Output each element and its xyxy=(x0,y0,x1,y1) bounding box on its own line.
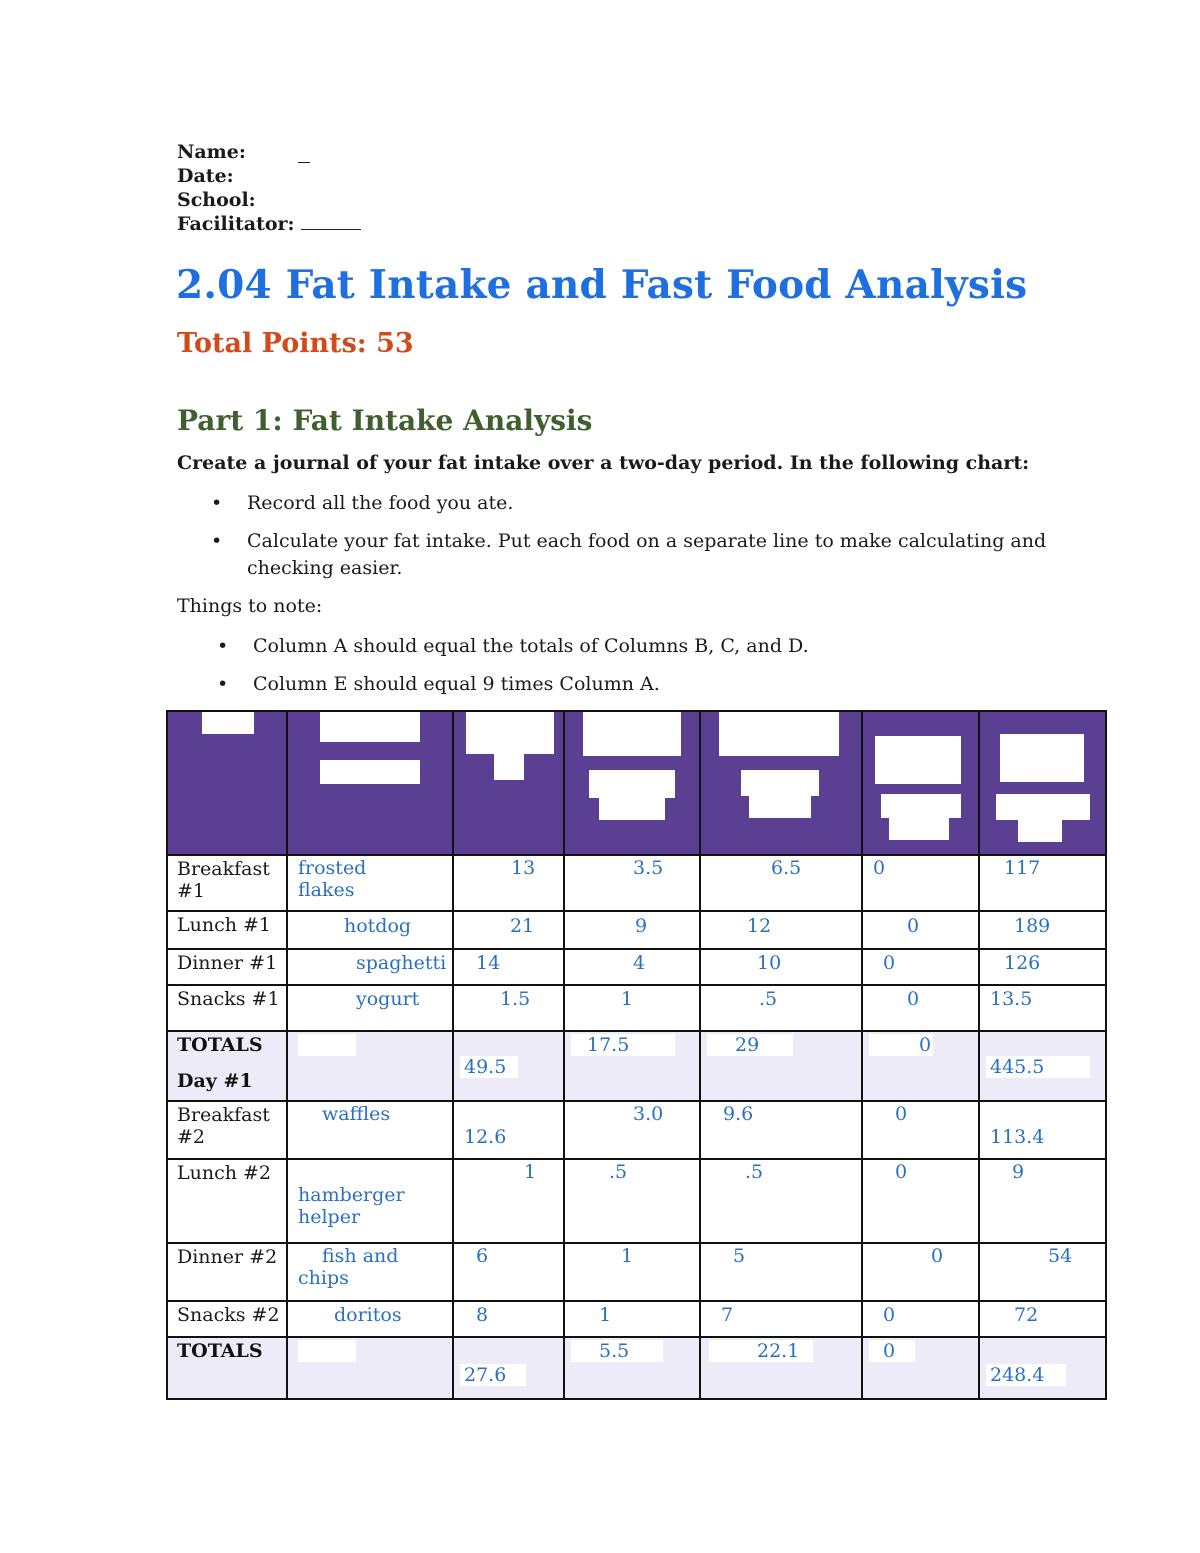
table-header-row xyxy=(167,711,1106,855)
food-cell[interactable]: hamberger helper xyxy=(287,1159,453,1243)
meal-cell: Lunch #1 xyxy=(167,911,287,949)
column-d-cell[interactable]: 0 xyxy=(862,1101,979,1159)
food-cell[interactable]: doritos xyxy=(287,1301,453,1337)
column-c-cell[interactable]: 5 xyxy=(700,1243,862,1301)
table-row xyxy=(167,1301,1106,1337)
column-c-cell[interactable]: 6.5 xyxy=(700,855,862,911)
food-cell[interactable]: spaghetti xyxy=(287,949,453,985)
header-cell-column-e xyxy=(979,711,1106,855)
table-row xyxy=(167,1159,1106,1243)
column-e-cell[interactable]: 117 xyxy=(979,855,1106,911)
column-b-cell[interactable]: 3.0 xyxy=(564,1101,700,1159)
table-row xyxy=(167,1243,1106,1301)
column-a-cell[interactable]: 49.5 xyxy=(453,1031,564,1101)
header-cell-column-c xyxy=(700,711,862,855)
column-a-cell[interactable]: 6 xyxy=(453,1243,564,1301)
column-e-cell[interactable]: 248.4 xyxy=(979,1337,1106,1399)
notes-bullets xyxy=(177,633,1057,709)
column-e-cell[interactable]: 72 xyxy=(979,1301,1106,1337)
instruction-bullets xyxy=(177,490,1057,593)
food-cell[interactable]: frosted flakes xyxy=(287,855,453,911)
column-d-cell[interactable]: 0 xyxy=(862,985,979,1031)
column-d-cell[interactable]: 0 xyxy=(862,855,979,911)
student-info-block xyxy=(177,140,361,236)
meal-cell: Dinner #1 xyxy=(167,949,287,985)
meal-cell: Snacks #2 xyxy=(167,1301,287,1337)
page-title: 2.04 Fat Intake and Fast Food Analysis xyxy=(176,262,1028,308)
totals-label-cell: TOTALS xyxy=(167,1337,287,1399)
column-e-cell[interactable]: 13.5 xyxy=(979,985,1106,1031)
date-label: Date: xyxy=(177,165,234,187)
meal-cell: Breakfast #2 xyxy=(167,1101,287,1159)
column-c-cell[interactable]: 10 xyxy=(700,949,862,985)
table-row-totals xyxy=(167,1337,1106,1399)
list-item: • Record all the food you ate. xyxy=(211,492,514,514)
column-a-cell[interactable]: 8 xyxy=(453,1301,564,1337)
column-d-cell[interactable]: 0 xyxy=(862,1031,979,1101)
column-d-cell[interactable]: 0 xyxy=(862,949,979,985)
column-b-cell[interactable]: 3.5 xyxy=(564,855,700,911)
list-item: • Column A should equal the totals of Columns B, C, and D. xyxy=(217,635,809,657)
food-cell[interactable]: yogurt xyxy=(287,985,453,1031)
column-a-cell[interactable]: 1.5 xyxy=(453,985,564,1031)
facilitator-field[interactable] xyxy=(301,212,361,230)
table-row xyxy=(167,911,1106,949)
column-e-cell[interactable]: 445.5 xyxy=(979,1031,1106,1101)
totals-label-cell: TOTALS Day #1 xyxy=(167,1031,287,1101)
column-e-cell[interactable]: 189 xyxy=(979,911,1106,949)
header-cell-column-b xyxy=(564,711,700,855)
instruction-text: Create a journal of your fat intake over a two-day period. In the following chart: xyxy=(177,452,1030,474)
meal-cell: Lunch #2 xyxy=(167,1159,287,1243)
column-e-cell[interactable]: 113.4 xyxy=(979,1101,1106,1159)
column-a-cell[interactable]: 1 xyxy=(453,1159,564,1243)
total-points: Total Points: 53 xyxy=(177,328,414,359)
column-a-cell[interactable]: 12.6 xyxy=(453,1101,564,1159)
column-b-cell[interactable]: 1 xyxy=(564,1301,700,1337)
header-cell-column-a xyxy=(453,711,564,855)
header-cell-meal xyxy=(167,711,287,855)
column-c-cell[interactable]: 29 xyxy=(700,1031,862,1101)
column-b-cell[interactable]: 9 xyxy=(564,911,700,949)
column-b-cell[interactable]: 1 xyxy=(564,985,700,1031)
table-row xyxy=(167,985,1106,1031)
column-b-cell[interactable]: 1 xyxy=(564,1243,700,1301)
column-c-cell[interactable]: 7 xyxy=(700,1301,862,1337)
list-item: • Calculate your fat intake. Put each food on a separate line to make calculating and checking easier. xyxy=(211,530,1047,579)
column-c-cell[interactable]: .5 xyxy=(700,985,862,1031)
header-cell-food xyxy=(287,711,453,855)
column-b-cell[interactable]: .5 xyxy=(564,1159,700,1243)
column-b-cell[interactable]: 5.5 xyxy=(564,1337,700,1399)
part-heading: Part 1: Fat Intake Analysis xyxy=(177,404,593,437)
header-cell-column-d xyxy=(862,711,979,855)
table-row xyxy=(167,1101,1106,1159)
food-cell[interactable]: hotdog xyxy=(287,911,453,949)
column-d-cell[interactable]: 0 xyxy=(862,1301,979,1337)
food-cell[interactable] xyxy=(287,1031,453,1101)
meal-cell: Dinner #2 xyxy=(167,1243,287,1301)
column-a-cell[interactable]: 14 xyxy=(453,949,564,985)
food-cell[interactable]: waffles xyxy=(287,1101,453,1159)
meal-cell: Breakfast #1 xyxy=(167,855,287,911)
column-a-cell[interactable]: 13 xyxy=(453,855,564,911)
food-cell[interactable]: fish and chips xyxy=(287,1243,453,1301)
fat-intake-table xyxy=(166,710,1107,1400)
table-row xyxy=(167,949,1106,985)
facilitator-label: Facilitator: xyxy=(177,213,295,235)
column-c-cell[interactable]: 9.6 xyxy=(700,1101,862,1159)
column-b-cell[interactable]: 4 xyxy=(564,949,700,985)
column-d-cell[interactable]: 0 xyxy=(862,1337,979,1399)
name-label: Name: xyxy=(177,141,246,163)
column-e-cell[interactable]: 54 xyxy=(979,1243,1106,1301)
column-a-cell[interactable]: 21 xyxy=(453,911,564,949)
column-d-cell[interactable]: 0 xyxy=(862,1243,979,1301)
column-c-cell[interactable]: 22.1 xyxy=(700,1337,862,1399)
column-b-cell[interactable]: 17.5 xyxy=(564,1031,700,1101)
column-d-cell[interactable]: 0 xyxy=(862,1159,979,1243)
name-field[interactable] xyxy=(298,148,310,163)
food-cell[interactable] xyxy=(287,1337,453,1399)
column-c-cell[interactable]: .5 xyxy=(700,1159,862,1243)
meal-cell: Snacks #1 xyxy=(167,985,287,1031)
column-d-cell[interactable]: 0 xyxy=(862,911,979,949)
column-a-cell[interactable]: 27.6 xyxy=(453,1337,564,1399)
table-row-totals xyxy=(167,1031,1106,1101)
notes-label: Things to note: xyxy=(177,595,323,617)
column-e-cell[interactable]: 126 xyxy=(979,949,1106,985)
school-label: School: xyxy=(177,189,256,211)
table-row xyxy=(167,855,1106,911)
list-item: • Column E should equal 9 times Column A. xyxy=(217,673,660,695)
column-c-cell[interactable]: 12 xyxy=(700,911,862,949)
column-e-cell[interactable]: 9 xyxy=(979,1159,1106,1243)
